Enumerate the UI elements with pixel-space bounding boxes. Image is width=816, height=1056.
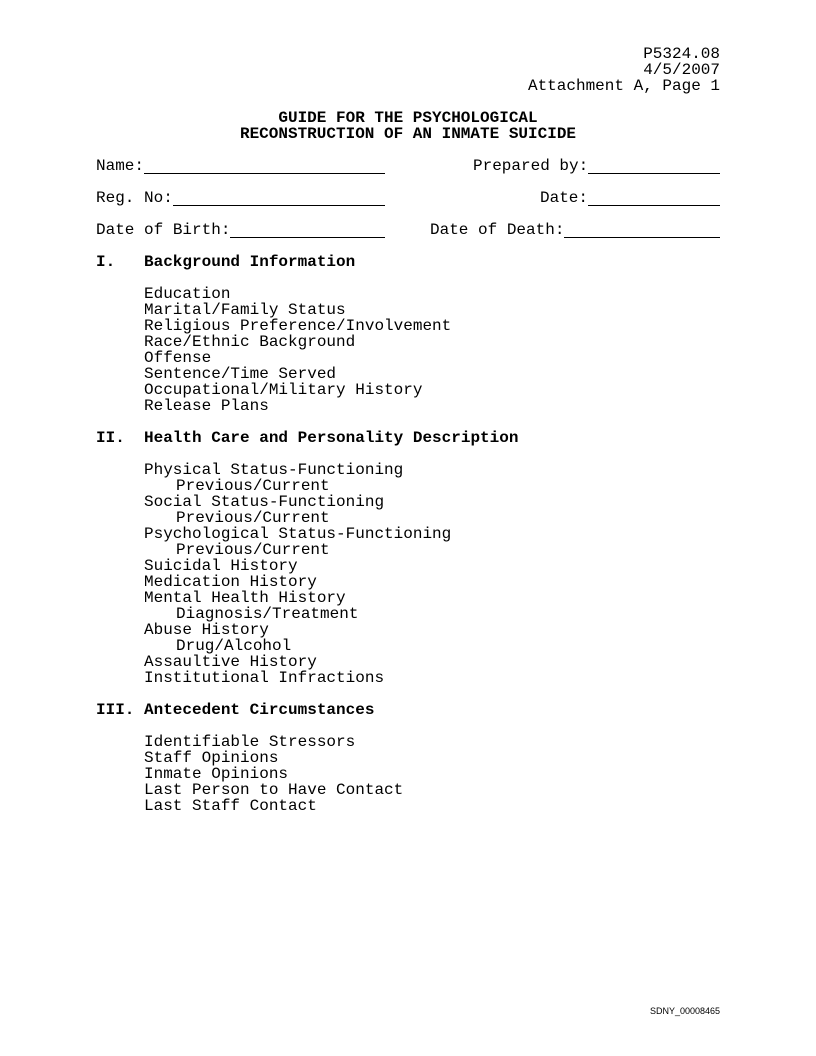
list-item: Staff Opinions (144, 749, 279, 767)
list-item: Religious Preference/Involvement (144, 317, 452, 335)
list-sub-item: Previous/Current (176, 509, 330, 527)
list-item: Inmate Opinions (144, 765, 289, 783)
list-sub-item: Previous/Current (176, 541, 330, 559)
bates-number: SDNY_00008465 (649, 1006, 720, 1016)
form-row-reg-no (96, 190, 720, 206)
list-sub-item: Diagnosis/Treatment (176, 605, 359, 623)
list-item: Institutional Infractions (144, 669, 385, 687)
attachment-label: Attachment A, Page 1 (527, 77, 720, 95)
section-numeral: III. (96, 701, 135, 719)
section-title: Background Information (144, 253, 356, 271)
date-blank-line (588, 191, 720, 206)
list-item: Identifiable Stressors (144, 733, 356, 751)
form-row-birth-death (96, 222, 720, 238)
reg-no-label: Reg. No: (96, 189, 173, 207)
section-numeral: II. (96, 429, 125, 447)
section-item-list (144, 462, 720, 686)
list-item: Race/Ethnic Background (144, 333, 356, 351)
form-number: P5324.08 (643, 45, 720, 63)
list-item: Abuse History (144, 621, 269, 639)
section-antecedent-circumstances (96, 702, 720, 814)
list-sub-item: Drug/Alcohol (176, 637, 292, 655)
list-item: Medication History (144, 573, 317, 591)
list-item: Social Status-Functioning (144, 493, 385, 511)
form-date: 4/5/2007 (643, 61, 720, 79)
name-label: Name: (96, 157, 145, 175)
list-item: Release Plans (144, 397, 269, 415)
document-title (96, 110, 720, 142)
list-item: Psychological Status-Functioning (144, 525, 452, 543)
title-line-1: GUIDE FOR THE PSYCHOLOGICAL (278, 109, 538, 127)
name-blank-line (144, 159, 385, 174)
section-heading (96, 430, 720, 446)
date-of-death-label: Date of Death: (430, 221, 565, 239)
list-item: Assaultive History (144, 653, 317, 671)
section-heading (96, 702, 720, 718)
section-numeral: I. (96, 253, 116, 271)
date-of-death-blank-line (564, 223, 720, 238)
form-row-name (96, 158, 720, 174)
section-health-care (96, 430, 720, 686)
list-item: Last Person to Have Contact (144, 781, 404, 799)
list-item: Physical Status-Functioning (144, 461, 404, 479)
list-item: Mental Health History (144, 589, 346, 607)
document-header (96, 46, 720, 94)
list-item: Last Staff Contact (144, 797, 317, 815)
list-item: Suicidal History (144, 557, 298, 575)
list-item: Education (144, 285, 231, 303)
section-item-list (144, 734, 720, 814)
form-fields (96, 158, 720, 238)
date-label: Date: (540, 189, 589, 207)
list-sub-item: Previous/Current (176, 477, 330, 495)
date-of-birth-label: Date of Birth: (96, 221, 231, 239)
list-item: Sentence/Time Served (144, 365, 337, 383)
reg-no-blank-line (173, 191, 385, 206)
list-item: Occupational/Military History (144, 381, 423, 399)
section-item-list (144, 286, 720, 414)
title-line-2: RECONSTRUCTION OF AN INMATE SUICIDE (239, 125, 577, 143)
date-of-birth-blank-line (230, 223, 385, 238)
section-heading (96, 254, 720, 270)
prepared-by-label: Prepared by: (473, 157, 589, 175)
prepared-by-blank-line (588, 159, 720, 174)
list-item: Marital/Family Status (144, 301, 346, 319)
list-item: Offense (144, 349, 212, 367)
section-background-information (96, 254, 720, 414)
section-title: Antecedent Circumstances (144, 701, 375, 719)
section-title: Health Care and Personality Description (144, 429, 519, 447)
